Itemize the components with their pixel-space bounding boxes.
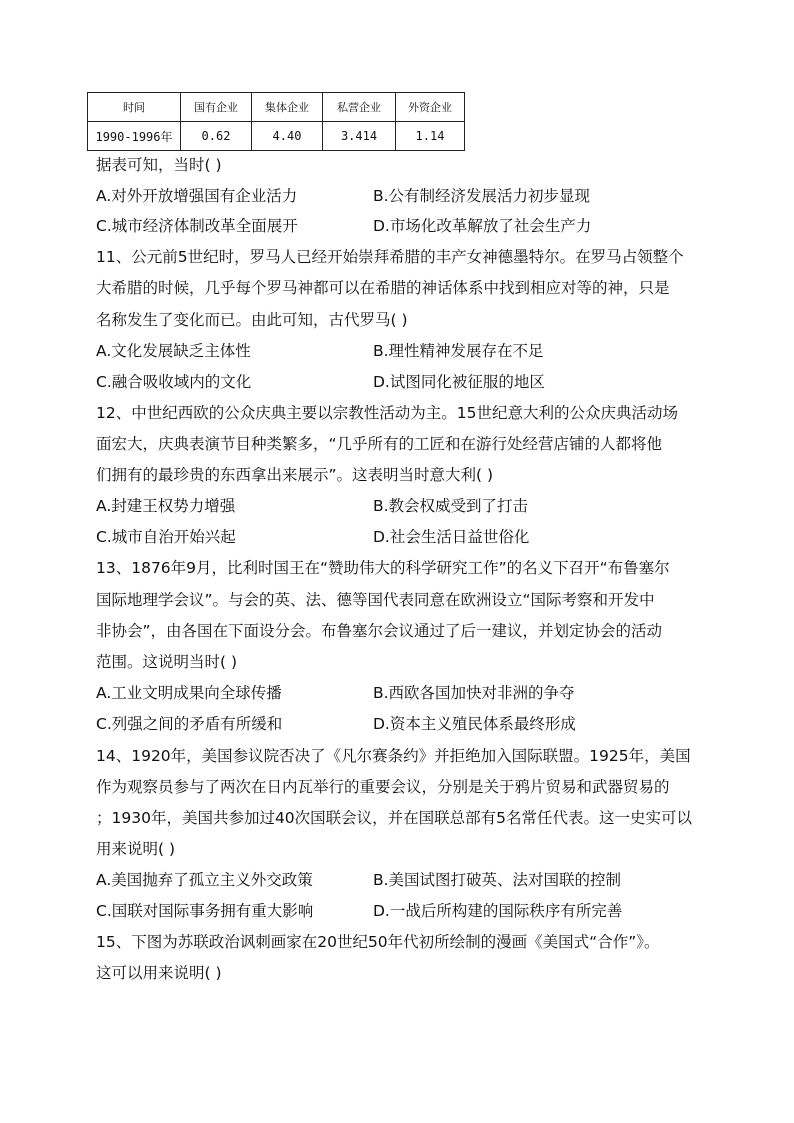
q10-option-c: C.城市经济体制改革全面展开 <box>96 217 298 235</box>
q12-option-c: C.城市自治开始兴起 <box>96 528 236 546</box>
q11-option-c: C.融合吸收域内的文化 <box>96 373 252 391</box>
q14-line: 14、1920年，美国参议院否决了《凡尔赛条约》并拒绝加入国际联盟。1925年，美国 <box>96 747 691 765</box>
q10-option-d: D.市场化改革解放了社会生产力 <box>373 217 592 235</box>
table-cell: 1990-1996年 <box>88 122 181 151</box>
table-row <box>88 122 465 151</box>
q13-line: 13、1876年9月，比利时国王在“赞助伟大的科学研究工作”的名义下召开“布鲁塞尔 <box>96 559 670 577</box>
q14-line: 用来说明( ) <box>96 840 176 858</box>
q11-option-d: D.试图同化被征服的地区 <box>373 373 545 391</box>
q14-option-b: B.美国试图打破英、法对国联的控制 <box>373 871 622 889</box>
q12-line: 12、中世纪西欧的公众庆典主要以宗教性活动为主。15世纪意大利的公众庆典活动场 <box>96 404 678 422</box>
q14-option-c: C.国联对国际事务拥有重大影响 <box>96 902 314 920</box>
enterprise-table <box>87 92 465 151</box>
q14-option-a: A.美国抛弃了孤立主义外交政策 <box>96 871 313 889</box>
q13-line: 国际地理学会议”。与会的英、法、德等国代表同意在欧洲设立“国际考察和开发中 <box>96 591 655 609</box>
q11-option-b: B.理性精神发展存在不足 <box>373 342 544 360</box>
q13-option-c: C.列强之间的矛盾有所缓和 <box>96 715 283 733</box>
q13-line: 范围。这说明当时( ) <box>96 653 238 671</box>
q14-option-d: D.一战后所构建的国际秩序有所完善 <box>373 902 623 920</box>
q15-line: 15、下图为苏联政治讽刺画家在20世纪50年代初所绘制的漫画《美国式“合作”》。 <box>96 933 660 951</box>
q12-line: 们拥有的最珍贵的东西拿出来展示”。这表明当时意大利( ) <box>96 466 494 484</box>
q11-line: 11、公元前5世纪时，罗马人已经开始崇拜希腊的丰产女神德墨特尔。在罗马占领整个 <box>96 248 684 266</box>
table-cell: 0.62 <box>181 122 252 151</box>
q10-option-b: B.公有制经济发展活力初步显现 <box>373 187 591 205</box>
q11-line: 大希腊的时候，几乎每个罗马神都可以在希腊的神话体系中找到相应对等的神，只是 <box>96 279 670 297</box>
table-header-cell: 集体企业 <box>252 93 323 122</box>
q13-option-b: B.西欧各国加快对非洲的争夺 <box>373 684 575 702</box>
q15-line: 这可以用来说明( ) <box>96 964 222 982</box>
table-cell: 4.40 <box>252 122 323 151</box>
table-header-cell: 外资企业 <box>396 93 465 122</box>
table-header-row <box>88 93 465 122</box>
table-header-cell: 私营企业 <box>323 93 396 122</box>
q14-line: 作为观察员参与了两次在日内瓦举行的重要会议，分别是关于鸦片贸易和武器贸易的 <box>96 778 670 796</box>
q14-line: ；1930年，美国共参加过40次国联会议，并在国联总部有5名常任代表。这一史实可以 <box>96 809 693 827</box>
q11-line: 名称发生了变化而已。由此可知，古代罗马( ) <box>96 311 408 329</box>
table-header-cell: 国有企业 <box>181 93 252 122</box>
table-cell: 3.414 <box>323 122 396 151</box>
q10-option-a: A.对外开放增强国有企业活力 <box>96 187 298 205</box>
table-header-cell: 时间 <box>88 93 181 122</box>
q12-option-b: B.教会权威受到了打击 <box>373 497 529 515</box>
q13-line: 非协会”，由各国在下面设分会。布鲁塞尔会议通过了后一建议，并划定协会的活动 <box>96 622 663 640</box>
q13-option-d: D.资本主义殖民体系最终形成 <box>373 715 576 733</box>
q12-line: 面宏大，庆典表演节目种类繁多，“几乎所有的工匠和在游行处经营店铺的人都将他 <box>96 435 663 453</box>
q12-option-d: D.社会生活日益世俗化 <box>373 528 530 546</box>
q11-option-a: A.文化发展缺乏主体性 <box>96 342 251 360</box>
table-cell: 1.14 <box>396 122 465 151</box>
q12-option-a: A.封建王权势力增强 <box>96 497 236 515</box>
q10-stem: 据表可知，当时( ) <box>96 156 222 174</box>
q13-option-a: A.工业文明成果向全球传播 <box>96 684 282 702</box>
